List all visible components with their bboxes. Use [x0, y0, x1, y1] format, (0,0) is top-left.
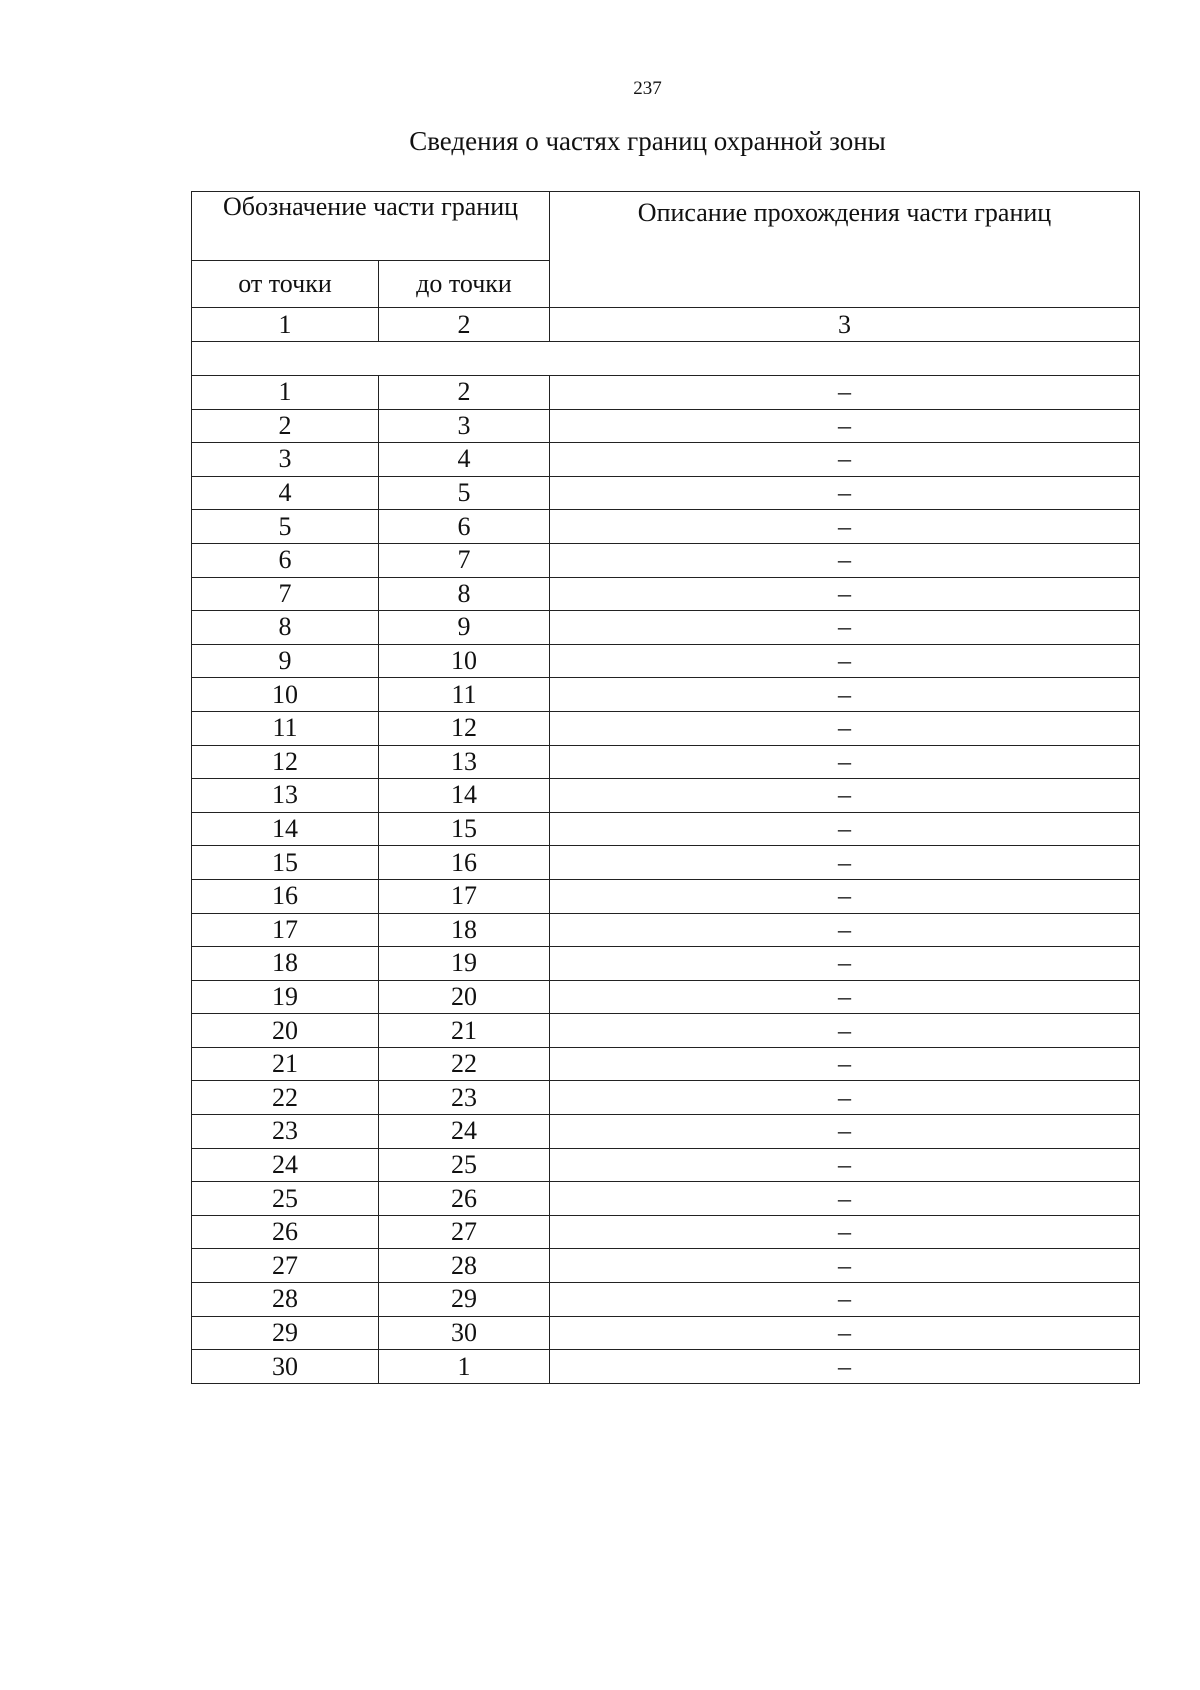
cell-to-point: 3	[379, 409, 550, 443]
table-row	[192, 1249, 1140, 1283]
cell-to-point: 29	[379, 1283, 550, 1317]
cell-from-point: 26	[192, 1215, 379, 1249]
table-row	[192, 980, 1140, 1014]
table-row	[192, 812, 1140, 846]
cell-description: –	[550, 611, 1140, 645]
cell-from-point: 20	[192, 1014, 379, 1048]
section-row	[192, 342, 1140, 376]
cell-description: –	[550, 1148, 1140, 1182]
table-row	[192, 678, 1140, 712]
cell-description: –	[550, 711, 1140, 745]
table-row	[192, 376, 1140, 410]
cell-from-point: 7	[192, 577, 379, 611]
table-row	[192, 711, 1140, 745]
cell-to-point: 20	[379, 980, 550, 1014]
table-row	[192, 1350, 1140, 1384]
table-row	[192, 1283, 1140, 1317]
cell-to-point: 26	[379, 1182, 550, 1216]
cell-from-point: 5	[192, 510, 379, 544]
cell-description: –	[550, 1283, 1140, 1317]
cell-description: –	[550, 644, 1140, 678]
cell-description: –	[550, 476, 1140, 510]
table-row	[192, 443, 1140, 477]
cell-from-point: 30	[192, 1350, 379, 1384]
table-row	[192, 1316, 1140, 1350]
table-row	[192, 409, 1140, 443]
cell-to-point: 17	[379, 879, 550, 913]
cell-description: –	[550, 543, 1140, 577]
cell-from-point: 11	[192, 711, 379, 745]
column-number: 2	[379, 308, 550, 342]
cell-from-point: 17	[192, 913, 379, 947]
cell-to-point: 11	[379, 678, 550, 712]
cell-description: –	[550, 879, 1140, 913]
table-row	[192, 879, 1140, 913]
cell-description: –	[550, 1014, 1140, 1048]
cell-from-point: 15	[192, 846, 379, 880]
cell-from-point: 19	[192, 980, 379, 1014]
cell-description: –	[550, 779, 1140, 813]
cell-description: –	[550, 812, 1140, 846]
cell-to-point: 7	[379, 543, 550, 577]
cell-to-point: 10	[379, 644, 550, 678]
cell-description: –	[550, 1081, 1140, 1115]
cell-from-point: 22	[192, 1081, 379, 1115]
cell-to-point: 14	[379, 779, 550, 813]
cell-to-point: 9	[379, 611, 550, 645]
cell-to-point: 12	[379, 711, 550, 745]
cell-from-point: 9	[192, 644, 379, 678]
cell-to-point: 27	[379, 1215, 550, 1249]
table-row	[192, 913, 1140, 947]
cell-description: –	[550, 577, 1140, 611]
cell-to-point: 21	[379, 1014, 550, 1048]
cell-from-point: 8	[192, 611, 379, 645]
cell-description: –	[550, 443, 1140, 477]
cell-description: –	[550, 846, 1140, 880]
cell-from-point: 21	[192, 1047, 379, 1081]
cell-description: –	[550, 1047, 1140, 1081]
cell-description: –	[550, 1115, 1140, 1149]
document-title: Сведения о частях границ охранной зоны	[409, 126, 886, 156]
cell-to-point: 28	[379, 1249, 550, 1283]
cell-to-point: 22	[379, 1047, 550, 1081]
cell-from-point: 10	[192, 678, 379, 712]
cell-from-point: 2	[192, 409, 379, 443]
table-row	[192, 611, 1140, 645]
table-row	[192, 779, 1140, 813]
cell-to-point: 5	[379, 476, 550, 510]
cell-from-point: 28	[192, 1283, 379, 1317]
cell-to-point: 2	[379, 376, 550, 410]
column-number: 3	[550, 308, 1140, 342]
page-number: 237	[633, 78, 662, 99]
table-row	[192, 1148, 1140, 1182]
cell-from-point: 27	[192, 1249, 379, 1283]
cell-description: –	[550, 678, 1140, 712]
cell-from-point: 3	[192, 443, 379, 477]
cell-description: –	[550, 745, 1140, 779]
cell-description: –	[550, 1316, 1140, 1350]
cell-to-point: 13	[379, 745, 550, 779]
cell-description: –	[550, 1350, 1140, 1384]
table-row	[192, 1047, 1140, 1081]
cell-from-point: 1	[192, 376, 379, 410]
cell-description: –	[550, 980, 1140, 1014]
cell-from-point: 4	[192, 476, 379, 510]
cell-from-point: 29	[192, 1316, 379, 1350]
header-boundary-designation: Обозначение части границ	[192, 192, 550, 261]
cell-from-point: 13	[192, 779, 379, 813]
table-row	[192, 1115, 1140, 1149]
cell-from-point: 6	[192, 543, 379, 577]
cell-to-point: 24	[379, 1115, 550, 1149]
cell-to-point: 6	[379, 510, 550, 544]
table-row	[192, 1014, 1140, 1048]
table-row	[192, 1182, 1140, 1216]
header-to-point: до точки	[379, 261, 550, 308]
cell-description: –	[550, 1249, 1140, 1283]
cell-to-point: 25	[379, 1148, 550, 1182]
table-header-row	[192, 192, 1140, 261]
column-number: 1	[192, 308, 379, 342]
cell-description: –	[550, 947, 1140, 981]
cell-to-point: 19	[379, 947, 550, 981]
cell-from-point: 25	[192, 1182, 379, 1216]
cell-to-point: 30	[379, 1316, 550, 1350]
header-from-point: от точки	[192, 261, 379, 308]
table-row	[192, 510, 1140, 544]
table-row	[192, 644, 1140, 678]
cell-description: –	[550, 409, 1140, 443]
table-row	[192, 846, 1140, 880]
cell-from-point: 16	[192, 879, 379, 913]
table-row	[192, 1081, 1140, 1115]
cell-to-point: 1	[379, 1350, 550, 1384]
boundary-parts-table	[191, 191, 1140, 1384]
cell-to-point: 15	[379, 812, 550, 846]
cell-to-point: 23	[379, 1081, 550, 1115]
cell-to-point: 16	[379, 846, 550, 880]
cell-from-point: 14	[192, 812, 379, 846]
section-label	[192, 342, 1140, 376]
table-row	[192, 745, 1140, 779]
header-boundary-description: Описание прохождения части границ	[550, 192, 1140, 308]
cell-description: –	[550, 376, 1140, 410]
table-row	[192, 577, 1140, 611]
table-row	[192, 947, 1140, 981]
cell-from-point: 24	[192, 1148, 379, 1182]
table-row	[192, 1215, 1140, 1249]
table-row	[192, 543, 1140, 577]
cell-from-point: 18	[192, 947, 379, 981]
cell-description: –	[550, 510, 1140, 544]
cell-description: –	[550, 1182, 1140, 1216]
cell-to-point: 18	[379, 913, 550, 947]
cell-from-point: 12	[192, 745, 379, 779]
column-number-row	[192, 308, 1140, 342]
cell-from-point: 23	[192, 1115, 379, 1149]
cell-to-point: 8	[379, 577, 550, 611]
cell-description: –	[550, 913, 1140, 947]
cell-description: –	[550, 1215, 1140, 1249]
table-row	[192, 476, 1140, 510]
cell-to-point: 4	[379, 443, 550, 477]
